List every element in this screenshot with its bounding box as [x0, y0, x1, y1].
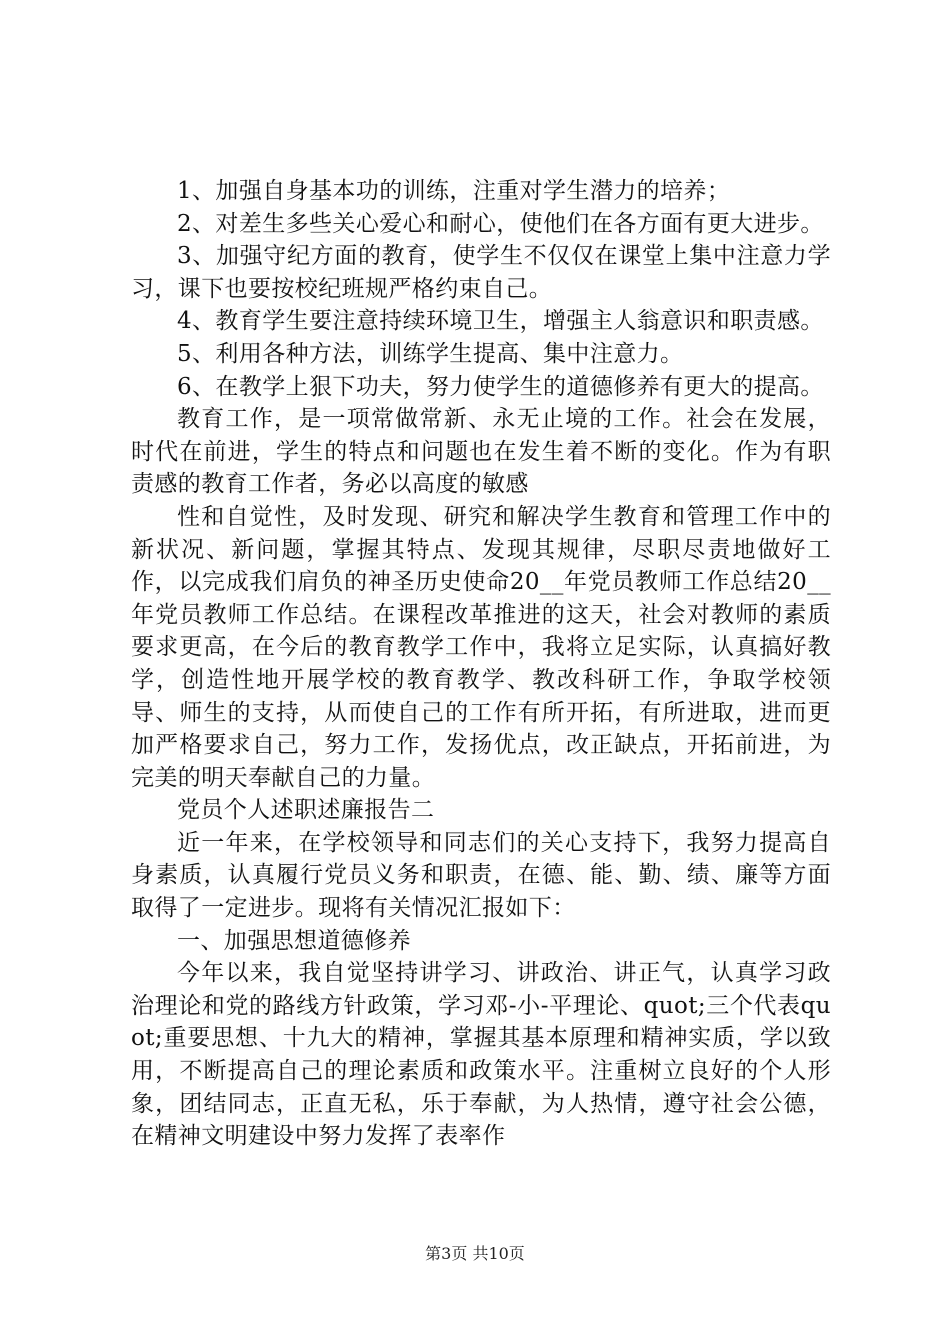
paragraph-education-work: 教育工作，是一项常做常新、永无止境的工作。社会在发展，时代在前进，学生的特点和问题也在发生着不断的变化。作为有职责感的教育工作者，务必以高度的敏感: [131, 406, 831, 498]
list-item-1: 1、加强自身基本功的训练，注重对学生潜力的培养；: [177, 178, 731, 204]
section-heading-report-two: 党员个人述职述廉报告二: [177, 797, 435, 824]
section-heading-moral-cultivation: 一、加强思想道德修养: [177, 927, 411, 954]
paragraph-continuation: 性和自觉性，及时发现、研究和解决学生教育和管理工作中的新状况、新问题，掌握其特点、发现其规律，尽职尽责地做好工作，以完成我们肩负的神圣历史使命20__年党员教师工作总结20__年党员教师工作总结。在课程改革推进的这天，社会对教师的素质要求更高，在今后的教育教学工作中，我将立足实际，认真搞好教学，创造性地开展学校的教育教学、教改科研工作，争取学校领导、师生的支持，从而使自己的工作有所开拓，有所进取，进而更加严格要求自己，努力工作，发扬优点，改正缺点，开拓前进，为完美的明天奉献自己的力量。: [131, 503, 831, 791]
body-text: [131, 175, 831, 1153]
list-item-4: 4、教育学生要注意持续环境卫生，增强主人翁意识和职责感。: [177, 308, 824, 335]
list-item-6: 6、在教学上狠下功夫，努力使学生的道德修养有更大的提高。: [177, 373, 824, 400]
page-number-footer: 第3页 共10页: [425, 1244, 525, 1263]
list-item-2: 2、对差生多些关心爱心和耐心，使他们在各方面有更大进步。: [177, 210, 824, 237]
paragraph-intro: 近一年来，在学校领导和同志们的关心支持下，我努力提高自身素质，认真履行党员义务和职责，在德、能、勤、绩、廉等方面取得了一定进步。现将有关情况汇报如下：: [131, 829, 831, 922]
list-item-3: 3、加强守纪方面的教育，使学生不仅仅在课堂上集中注意力学习，课下也要按校纪班规严格约束自己。: [131, 243, 831, 302]
paragraph-study-politics: 今年以来，我自觉坚持讲学习、讲政治、讲正气，认真学习政治理论和党的路线方针政策，学习邓-小-平理论、quot;三个代表quot;重要思想、十九大的精神，掌握其基本原理和精神实质，学以致用，不断提高自己的理论素质和政策水平。注重树立良好的个人形象，团结同志，正直无私，乐于奉献，为人热情，遵守社会公德，在精神文明建设中努力发挥了表率作: [131, 960, 831, 1150]
list-item-5: 5、利用各种方法，训练学生提高、集中注意力。: [177, 340, 684, 367]
